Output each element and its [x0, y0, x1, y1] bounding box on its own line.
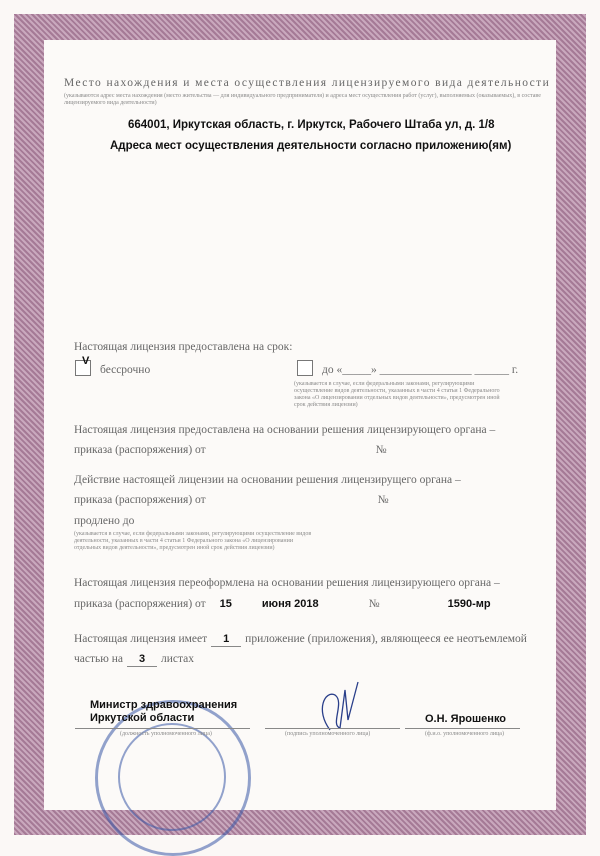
signatory-position-line1: Министр здравоохранения: [90, 699, 238, 711]
basis-line1: Настоящая лицензия предоставлена на основании решения лицензирующего органа –: [74, 424, 496, 436]
reissue-line2: приказа (распоряжения) от: [74, 598, 206, 610]
appendix-sheets: 3: [127, 653, 157, 667]
handwritten-signature: [310, 680, 370, 735]
until-label: до «_____» ________________ ______ г.: [322, 364, 519, 376]
reissue-line1: Настоящая лицензия переоформлена на основании решения лицензирующего органа –: [74, 577, 500, 589]
license-address: 664001, Иркутская область, г. Иркутск, Рабочего Штаба ул, д. 1/8: [128, 119, 495, 131]
extension-line2: приказа (распоряжения) от: [74, 494, 206, 506]
name-caption: (ф.и.о. уполномоченного лица): [425, 731, 504, 737]
position-caption: (должность уполномоченного лица): [120, 731, 212, 737]
until-note: (указывается в случае, если федеральными законами, регулирующими осуществление видов деятельности, указанных в части 4 статьи 1 Федерального закона «О лицензировании отдельных видов деятельности», предусмотрен иной срок действия лицензии): [294, 381, 500, 408]
basis-number-label: №: [375, 444, 387, 456]
extension-number-label: №: [377, 494, 389, 506]
reissue-day: 15: [219, 598, 232, 610]
reissue-month-year: июня 2018: [261, 598, 319, 610]
location-note: (указываются адрес места нахождения (место жительства — для индивидуального предпринимателя) и адреса мест осуществления работ (услуг), выполняемых (оказываемых), в составе лицензируемого вида деятельности): [64, 93, 541, 106]
addresses-note: Адреса мест осуществления деятельности согласно приложению(ям): [110, 140, 512, 152]
term-heading: Настоящая лицензия предоставлена на срок:: [74, 341, 293, 353]
reissue-number-label: №: [368, 598, 380, 610]
signatory-name: О.Н. Ярошенко: [425, 713, 507, 725]
location-heading: Место нахождения и места осуществления лицензируемого вида деятельности: [64, 77, 551, 89]
extended-until: продлено до: [74, 515, 135, 527]
appendix-count: 1: [211, 633, 241, 647]
indefinite-checkbox[interactable]: [75, 355, 91, 376]
reissue-number: 1590-мр: [447, 598, 491, 610]
signatory-position-line2: Иркутской области: [90, 712, 195, 724]
appendix-suffix: приложение (приложения), являющееся ее неотъемлемой: [245, 633, 527, 645]
check-mark-icon: V: [82, 355, 90, 367]
appendix-sheets-label: листах: [161, 653, 195, 665]
extension-line1: Действие настоящей лицензии на основании решения лицензирущего органа –: [74, 474, 461, 486]
indefinite-label: бессрочно: [100, 364, 151, 376]
until-checkbox[interactable]: [297, 360, 313, 376]
basis-line2: приказа (распоряжения) от: [74, 444, 206, 456]
appendix-part: частью на: [74, 653, 123, 665]
extension-note: (указывается в случае, если федеральными законами, регулирующими осуществление видов деятельности, указанных в части 4 статьи 1 Федерального закона «О лицензировании отдельных видов деятельности», предусмотрен иной срок действия лицензии): [74, 531, 312, 551]
signature-caption: (подпись уполномоченного лица): [285, 731, 371, 737]
appendix-prefix: Настоящая лицензия имеет: [74, 633, 208, 645]
